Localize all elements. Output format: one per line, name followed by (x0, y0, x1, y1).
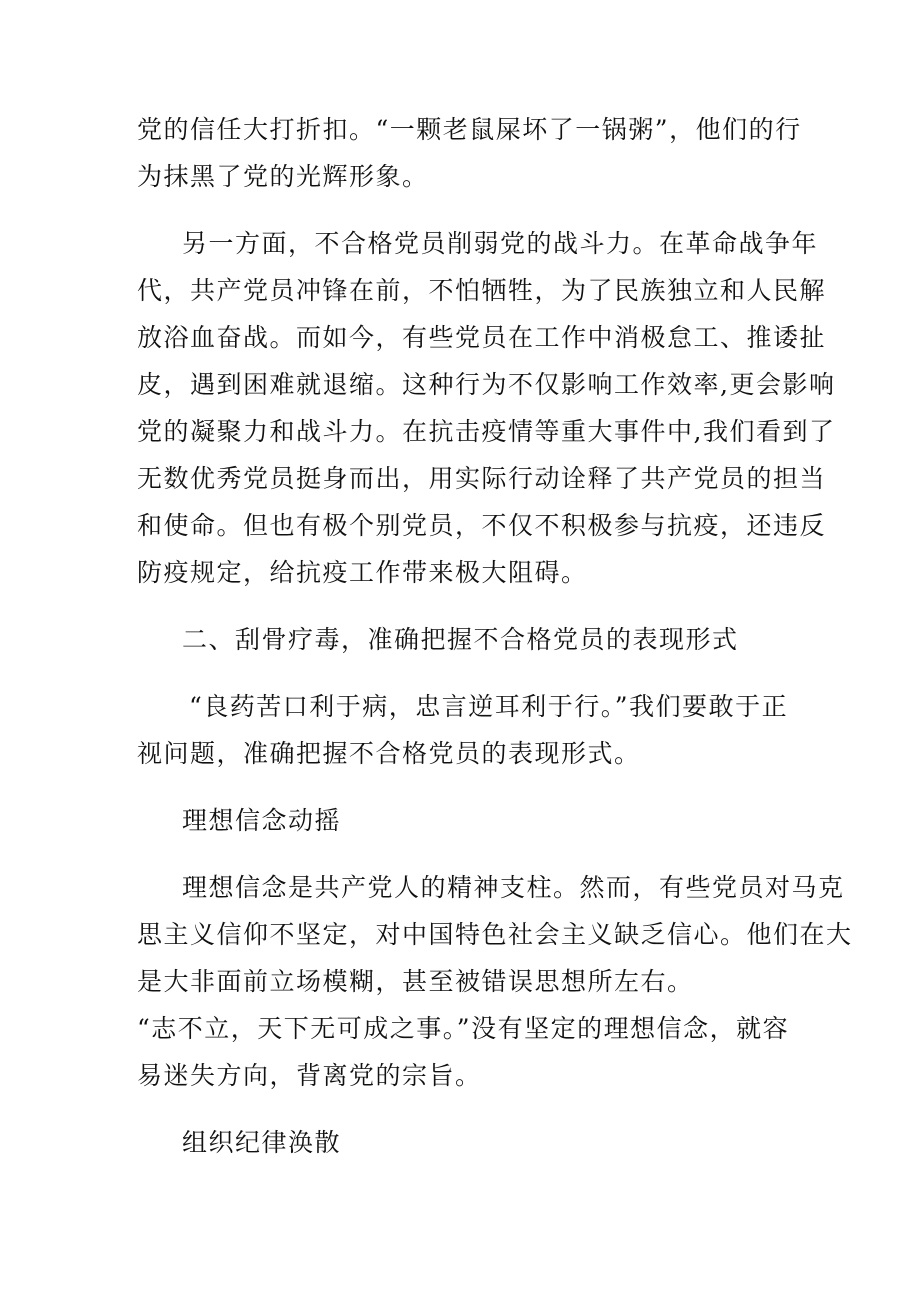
paragraph-line: 皮，遇到困难就退缩。这种行为不仅影响工作效率,更会影响 (137, 370, 836, 399)
paragraph-line: 放浴血奋战。而如今，有些党员在工作中消极怠工、推诿扯 (137, 323, 827, 352)
paragraph-line: 思主义信仰不坚定，对中国特色社会主义缺乏信心。他们在大 (137, 920, 853, 949)
subsection-heading: 组织纪律涣散 (182, 1128, 342, 1157)
paragraph-line: 理想信念是共产党人的精神支柱。然而，有些党员对马克 (182, 873, 845, 902)
paragraph-line: “良药苦口利于病，忠言逆耳利于行。”我们要敢于正 (189, 692, 789, 721)
paragraph-line: 代，共产党员冲锋在前，不怕牺牲，为了民族独立和人民解 (137, 276, 827, 305)
paragraph-line: 易迷失方向，背离党的宗旨。 (137, 1061, 482, 1090)
paragraph-line: 视问题，准确把握不合格党员的表现形式。 (137, 739, 641, 768)
section-heading: 二、刮骨疗毒，准确把握不合格党员的表现形式 (182, 625, 739, 654)
paragraph-line: 为抹黑了党的光辉形象。 (137, 162, 429, 191)
paragraph-line: 是大非面前立场模糊，甚至被错误思想所左右。 (137, 967, 694, 996)
paragraph-line: 无数优秀党员挺身而出，用实际行动诠释了共产党员的担当 (137, 464, 827, 493)
paragraph-line: 另一方面，不合格党员削弱党的战斗力。在革命战争年 (182, 229, 819, 258)
paragraph-line: 党的信任大打折扣。“一颗老鼠屎坏了一锅粥”，他们的行 (137, 115, 802, 144)
paragraph-line: 和使命。但也有极个别党员，不仅不积极参与抗疫，还违反 (137, 511, 827, 540)
subsection-heading: 理想信念动摇 (182, 806, 342, 835)
paragraph-line: 党的凝聚力和战斗力。在抗击疫情等重大事件中,我们看到了 (137, 417, 836, 446)
paragraph-line: 防疫规定，给抗疫工作带来极大阻碍。 (137, 558, 588, 587)
paragraph-line: “志不立，天下无可成之事。”没有坚定的理想信念，就容 (137, 1014, 790, 1043)
